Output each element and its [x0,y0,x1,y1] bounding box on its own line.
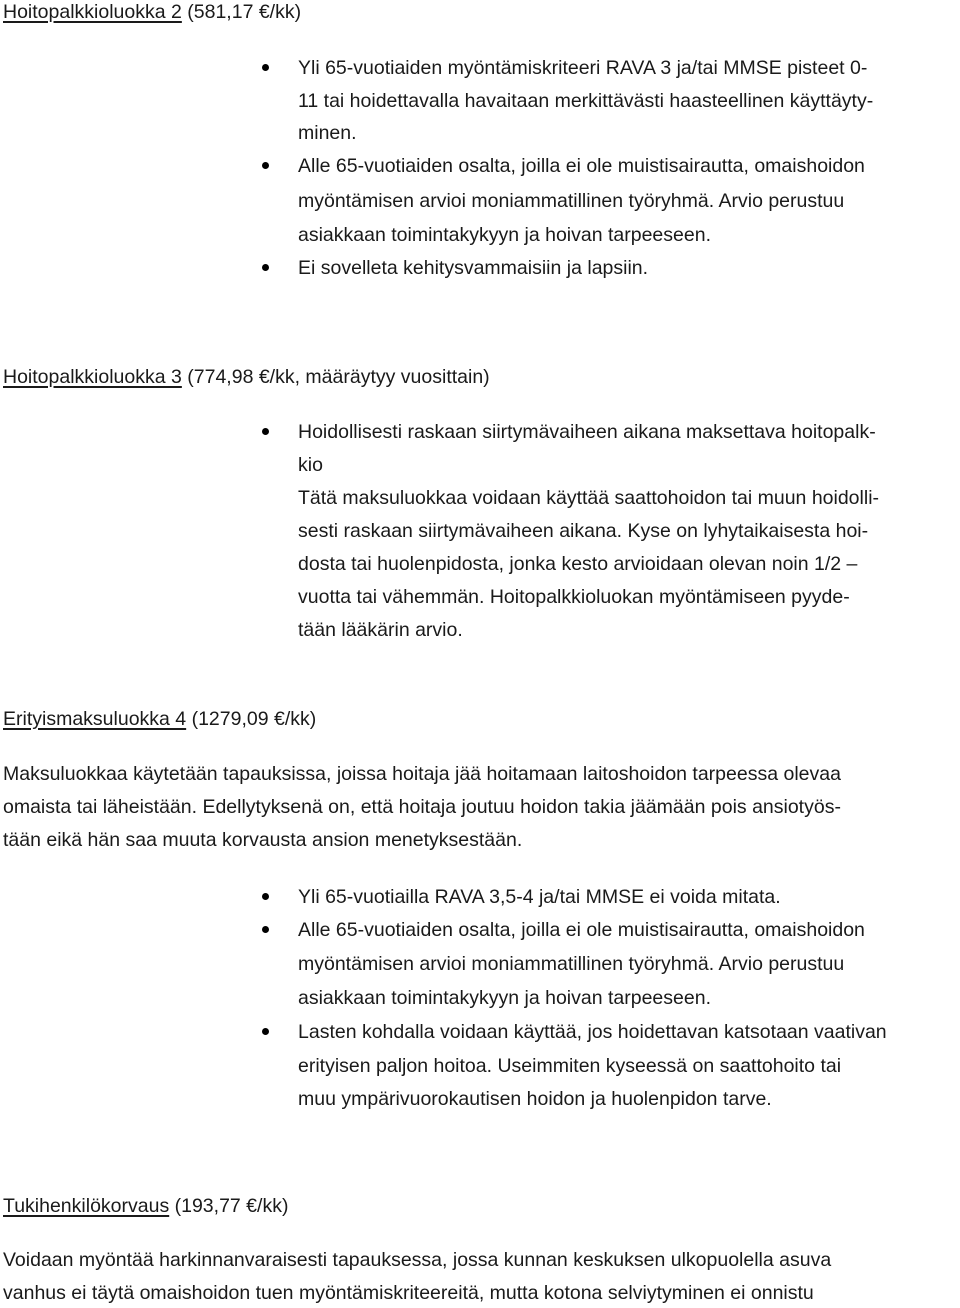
bullet-text-line: Yli 65-vuotiailla RAVA 3,5-4 ja/tai MMSE ei voida mitata. [298,886,781,908]
section-heading-hoitopalkkioluokka-2 [3,0,301,24]
bullet-marker [262,1028,269,1035]
paragraph-line: Maksuluokkaa käytetään tapauksissa, joissa hoitaja jää hoitamaan laitoshoidon tarpeessa olevaa [3,763,841,785]
paragraph-line: vanhus ei täytä omaishoidon tuen myöntämiskriteereitä, mutta kotona selviytyminen ei onnistu [3,1282,814,1304]
paragraph-line: tään eikä hän saa muuta korvausta ansion menetyksestään. [3,829,523,851]
bullet-text-line: kio [298,454,323,476]
bullet-marker [262,428,269,435]
bullet-marker [262,893,269,900]
bullet-text-line: Lasten kohdalla voidaan käyttää, jos hoidettavan katsotaan vaativan [298,1021,887,1043]
bullet-marker [262,264,269,271]
bullet-text-line: tään lääkärin arvio. [298,619,463,641]
bullet-text-line: Alle 65-vuotiaiden osalta, joilla ei ole muistisairautta, omaishoidon [298,155,865,177]
heading-name: Erityismaksuluokka 4 [3,708,187,730]
bullet-text-line: muu ympärivuorokautisen hoidon ja huolenpidon tarve. [298,1088,772,1110]
paragraph-line: omaista tai läheistään. Edellytyksenä on, että hoitaja joutuu hoidon takia jäämään pois ansiotyös- [3,796,841,818]
bullet-text-line: myöntämisen arvioi moniammatillinen työryhmä. Arvio perustuu [298,953,845,975]
section-heading-hoitopalkkioluokka-3 [3,365,490,389]
bullet-marker [262,64,269,71]
bullet-text-line: 11 tai hoidettavalla havaitaan merkittävästi haasteellinen käyttäyty- [298,90,874,112]
heading-name: Tukihenkilökorvaus [3,1195,170,1217]
bullet-text-line: dosta tai huolenpidosta, jonka kesto arvioidaan olevan noin 1/2 – [298,553,858,575]
bullet-text-line: Alle 65-vuotiaiden osalta, joilla ei ole muistisairautta, omaishoidon [298,919,865,941]
bullet-text-line: erityisen paljon hoitoa. Useimmiten kyseessä on saattohoito tai [298,1055,842,1077]
bullet-text-line: asiakkaan toimintakykyyn ja hoivan tarpeeseen. [298,987,711,1009]
bullet-text-line: Tätä maksuluokkaa voidaan käyttää saattohoidon tai muun hoidolli- [298,487,880,509]
bullet-marker [262,926,269,933]
section-heading-erityismaksuluokka-4 [3,707,316,731]
bullet-marker [262,162,269,169]
paragraph-line: Voidaan myöntää harkinnanvaraisesti tapauksessa, jossa kunnan keskuksen ulkopuolella asuva [3,1249,832,1271]
bullet-text-line: myöntämisen arvioi moniammatillinen työryhmä. Arvio perustuu [298,190,845,212]
heading-detail: (774,98 €/kk, määräytyy vuosittain) [187,366,490,388]
bullet-text-line: Yli 65-vuotiaiden myöntämiskriteeri RAVA 3 ja/tai MMSE pisteet 0- [298,57,868,79]
bullet-text-line: Hoidollisesti raskaan siirtymävaiheen aikana maksettava hoitopalk- [298,421,876,443]
bullet-text-line: minen. [298,122,357,144]
section-heading-tukihenkilokorvaus [3,1194,288,1218]
bullet-text-line: asiakkaan toimintakykyyn ja hoivan tarpeeseen. [298,224,711,246]
heading-name: Hoitopalkkioluokka 2 [3,1,182,23]
bullet-text-line: vuotta tai vähemmän. Hoitopalkkioluokan myöntämiseen pyyde- [298,586,850,608]
heading-detail: (193,77 €/kk) [174,1195,289,1217]
heading-detail: (581,17 €/kk) [187,1,302,23]
heading-detail: (1279,09 €/kk) [191,708,317,730]
bullet-text-line: Ei sovelleta kehitysvammaisiin ja lapsiin. [298,257,649,279]
heading-name: Hoitopalkkioluokka 3 [3,366,182,388]
bullet-text-line: sesti raskaan siirtymävaiheen aikana. Kyse on lyhytaikaisesta hoi- [298,520,869,542]
